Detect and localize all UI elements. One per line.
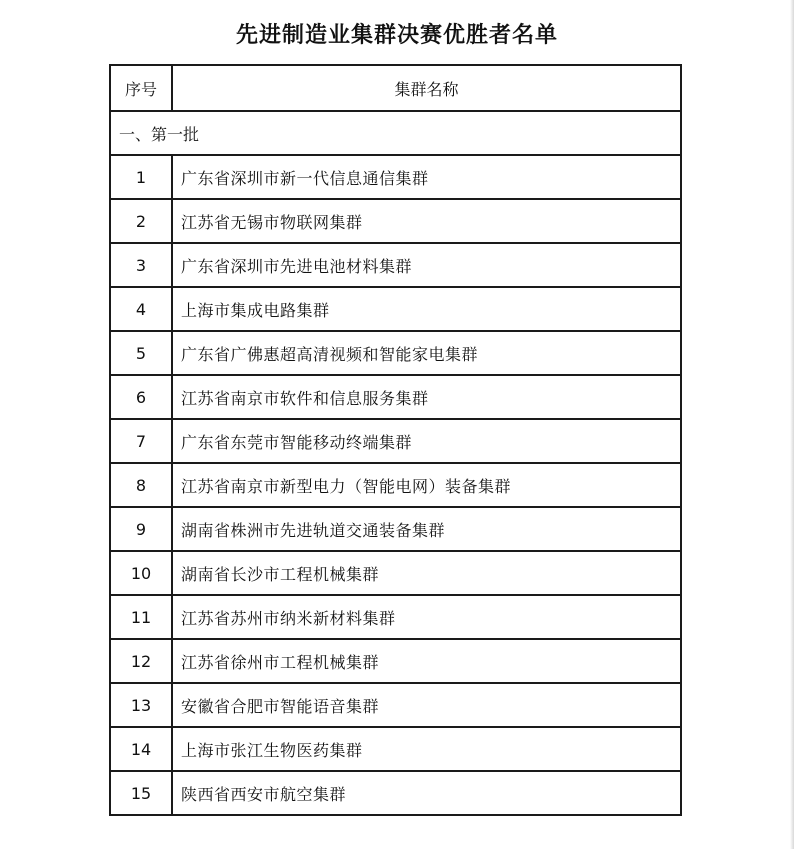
row-number: 1 (110, 155, 172, 199)
cluster-name: 江苏省苏州市纳米新材料集群 (172, 595, 681, 639)
row-number: 2 (110, 199, 172, 243)
table-header-row (110, 65, 681, 111)
cluster-name: 江苏省无锡市物联网集群 (172, 199, 681, 243)
cluster-name: 江苏省徐州市工程机械集群 (172, 639, 681, 683)
row-number: 6 (110, 375, 172, 419)
table-row (110, 419, 681, 463)
table-row (110, 595, 681, 639)
row-number: 4 (110, 287, 172, 331)
row-number: 9 (110, 507, 172, 551)
cluster-name: 上海市集成电路集群 (172, 287, 681, 331)
cluster-name: 江苏省南京市新型电力（智能电网）装备集群 (172, 463, 681, 507)
row-number: 10 (110, 551, 172, 595)
row-number: 12 (110, 639, 172, 683)
table-row (110, 155, 681, 199)
table-row (110, 639, 681, 683)
section-label: 一、第一批 (110, 111, 681, 155)
cluster-name: 湖南省株洲市先进轨道交通装备集群 (172, 507, 681, 551)
cluster-name: 广东省东莞市智能移动终端集群 (172, 419, 681, 463)
table-row (110, 771, 681, 815)
row-number: 7 (110, 419, 172, 463)
cluster-name: 广东省深圳市先进电池材料集群 (172, 243, 681, 287)
row-number: 5 (110, 331, 172, 375)
winners-table (109, 64, 682, 816)
column-header-number: 序号 (110, 65, 172, 111)
table-row (110, 243, 681, 287)
table-row (110, 683, 681, 727)
table-row (110, 199, 681, 243)
table-row (110, 287, 681, 331)
row-number: 3 (110, 243, 172, 287)
cluster-name: 湖南省长沙市工程机械集群 (172, 551, 681, 595)
cluster-name: 江苏省南京市软件和信息服务集群 (172, 375, 681, 419)
cluster-name: 安徽省合肥市智能语音集群 (172, 683, 681, 727)
cluster-name: 广东省广佛惠超高清视频和智能家电集群 (172, 331, 681, 375)
cluster-name: 上海市张江生物医药集群 (172, 727, 681, 771)
table-row (110, 331, 681, 375)
row-number: 14 (110, 727, 172, 771)
table-row (110, 727, 681, 771)
table-row (110, 463, 681, 507)
cluster-name: 广东省深圳市新一代信息通信集群 (172, 155, 681, 199)
row-number: 11 (110, 595, 172, 639)
column-header-name: 集群名称 (172, 65, 681, 111)
table-row (110, 551, 681, 595)
table-row (110, 507, 681, 551)
cluster-name: 陕西省西安市航空集群 (172, 771, 681, 815)
page-edge-shadow (790, 0, 794, 849)
section-row (110, 111, 681, 155)
row-number: 13 (110, 683, 172, 727)
page-title: 先进制造业集群决赛优胜者名单 (235, 23, 558, 48)
row-number: 15 (110, 771, 172, 815)
row-number: 8 (110, 463, 172, 507)
table-row (110, 375, 681, 419)
